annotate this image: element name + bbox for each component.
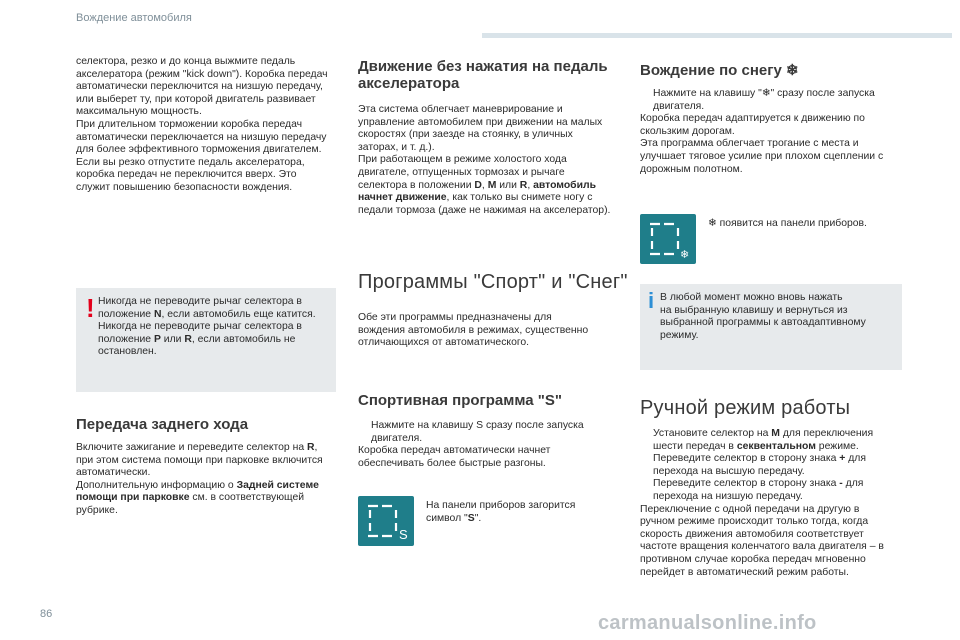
bullet-item (640, 88, 906, 113)
text-line: Коробка передач автоматически начнет (358, 445, 551, 457)
text-line: Никогда не переводите рычаг селектора в (98, 296, 302, 307)
text-line: ручном режиме происходит только тогда, когда (640, 516, 869, 528)
text-line: Никогда не переводите рычаг селектора в (98, 321, 302, 333)
text-line: рубрике. (76, 504, 118, 516)
text-line: начнет движение, как только вы снимете ногу с (358, 192, 593, 204)
text-line: Нажмите на клавишу "❄" сразу после запуска (653, 88, 875, 99)
reverse-text (76, 442, 338, 518)
text-line: педали тормоза (даже не нажимая на акселератор). (358, 204, 611, 216)
text-line: дорожным полотном. (640, 163, 743, 175)
sport-panel-text (426, 500, 616, 525)
text-line: противном случае коробка передач мгновенно (640, 553, 866, 565)
text-line: акселератора (режим "kick down"). Коробка передач (76, 68, 328, 80)
text-line: селектора в положении D, M или R, автомобиль (358, 179, 596, 191)
page-number: 86 (40, 608, 53, 620)
text-line: помощи при парковке см. в соответствующей (76, 492, 305, 504)
text-line: для более эффективного торможения двигателем. (76, 144, 322, 156)
programs-text (358, 312, 620, 350)
snow-panel-text (708, 218, 904, 231)
text-line: заторах, и т. д.). (358, 141, 435, 153)
page-header-title: Вождение автомобиля (76, 12, 192, 24)
bullet-item (358, 420, 620, 445)
text-line: двигателе, отпущенных тормозах и рычаге (358, 166, 565, 178)
text-line: обеспечивать более быстрые разгоны. (358, 457, 546, 469)
kickdown-text (76, 56, 334, 195)
snow-mode-icon (640, 214, 696, 264)
text-line: скоростях (при заезде на стоянку, в уличных (358, 129, 573, 141)
sport-symbol: S (399, 527, 408, 542)
text-line: вождения автомобиля в режимах, существенно (358, 324, 589, 336)
manual-text (640, 428, 908, 579)
snow-text (640, 88, 906, 176)
text-line: частоте вращения коленчатого вала двигателя – в (640, 541, 884, 553)
text-line: служит повышению безопасности вождения. (76, 181, 293, 193)
text-line: автоматически переключится на низшую передачу, (76, 81, 323, 93)
text-line: автоматически переключается на низшую передачу (76, 131, 327, 143)
text-line: ❄ появится на панели приборов. (708, 218, 867, 229)
section-title-manual: Ручной режим работы (640, 397, 851, 419)
section-title-programs: Программы "Спорт" и "Снег" (358, 271, 628, 293)
creep-section (358, 58, 620, 92)
text-line: Дополнительную информацию о Задней системе (76, 479, 319, 491)
text-line: Коробка передач адаптируется к движению по (640, 113, 865, 125)
text-line: автоматически. (76, 467, 151, 479)
text-line: на выбранную клавишу и вернуться из (660, 304, 848, 316)
text-line: отличающихся от автоматического. (358, 337, 530, 349)
text-line: управление автомобилем при движении на малых (358, 116, 603, 128)
text-line: положение N, если автомобиль еще катится. (98, 308, 316, 320)
text-line: При длительном торможении коробка передач (76, 118, 303, 130)
text-line: максимальную мощность. (76, 106, 202, 118)
text-line: перехода на низшую передачу. (653, 490, 803, 502)
text-line: При работающем в режиме холостого хода (358, 154, 567, 166)
text-line: перехода на высшую передачу. (653, 465, 805, 477)
text-line: Переведите селектор в сторону знака - для (653, 478, 864, 490)
warning-icon: ! (86, 293, 95, 323)
bullet-item (640, 478, 908, 503)
text-line: Если вы резко отпустите педаль акселератора, (76, 156, 305, 168)
sport-mode-icon (358, 496, 414, 546)
text-line: режиму. (660, 329, 699, 341)
info-icon: i (648, 288, 655, 313)
section-title-reverse: Передача заднего хода (76, 416, 249, 433)
text-line: Установите селектор на M для переключения (653, 428, 874, 439)
text-line: В любой момент можно вновь нажать (660, 292, 843, 303)
section-title-sport: Спортивная программа "S" (358, 392, 563, 409)
text-line: Переведите селектор в сторону знака + для (653, 453, 866, 465)
text-line: положение P или R, если автомобиль не (98, 333, 296, 345)
section-title-snow: Вождение по снегу ❄ (640, 62, 799, 79)
text-line: коробка передач не переключится вверх. Это (76, 169, 297, 181)
text-line: скользким дорогам. (640, 125, 735, 137)
text-line: Включите зажигание и переведите селектор на R, (76, 442, 318, 453)
text-line: Обе эти программы предназначены для (358, 312, 552, 323)
text-line: перейдет в автоматический режим работы. (640, 566, 849, 578)
bullet-item (640, 428, 908, 453)
creep-text (358, 104, 624, 217)
header-rule (482, 33, 952, 38)
snowflake-icon: ❄ (680, 248, 690, 261)
section-title-creep-2: акселератора (358, 75, 460, 92)
text-line: символ "S". (426, 512, 482, 524)
text-line: шести передач в секвентальном режиме. (653, 440, 859, 452)
text-line: скорость движения автомобиля соответствует (640, 528, 864, 540)
text-line: или выберет ту, при которой двигатель развивает (76, 93, 316, 105)
warning-text (98, 296, 332, 359)
watermark: carmanualsonline.info (598, 612, 817, 634)
text-line: улучшает тяговое усилие при плохом сцеплении с (640, 150, 884, 162)
info-text (660, 292, 900, 342)
text-line: двигателя. (653, 100, 705, 112)
text-line: Эта система облегчает маневрирование и (358, 104, 563, 115)
sport-text (358, 420, 620, 470)
text-line: при этом система помощи при парковке включится (76, 454, 323, 466)
text-line: На панели приборов загорится (426, 500, 576, 511)
text-line: Эта программа облегчает трогание с места и (640, 138, 859, 150)
text-line: остановлен. (98, 346, 157, 358)
text-line: двигателя. (371, 432, 423, 444)
section-title-creep: Движение без нажатия на педаль (358, 58, 608, 75)
bullet-item (640, 453, 908, 478)
text-line: Нажмите на клавишу S сразу после запуска (371, 420, 584, 431)
text-line: селектора, резко и до конца выжмите педаль (76, 56, 296, 67)
text-line: выбранной программы к автоадаптивному (660, 317, 866, 329)
text-line: Переключение с одной передачи на другую в (640, 503, 860, 515)
